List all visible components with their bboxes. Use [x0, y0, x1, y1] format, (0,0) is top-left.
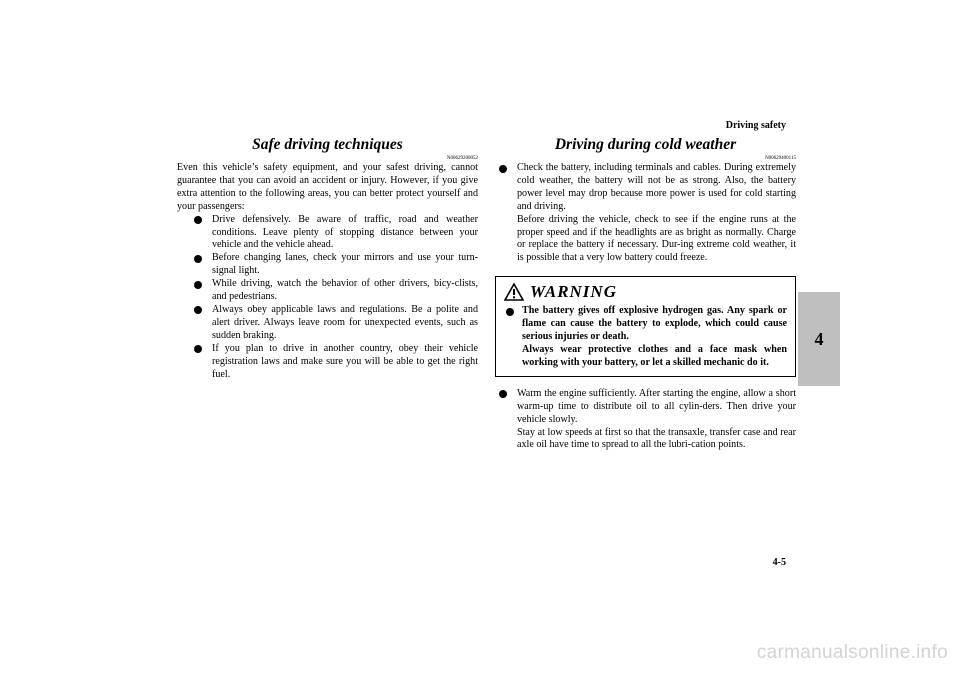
left-column: [177, 136, 478, 381]
section-code: N00629400115: [765, 156, 796, 161]
warning-text: Always wear protective clothes and a face mask when working with your battery, or let a skilled mechanic do it.: [522, 343, 787, 368]
page-number: 4-5: [772, 557, 786, 568]
list-item: [495, 162, 796, 265]
warning-triangle-icon: [504, 283, 524, 301]
right-column: [495, 136, 796, 452]
warning-title: WARNING: [530, 281, 617, 301]
list-item: [190, 214, 478, 253]
running-header: Driving safety: [725, 120, 786, 131]
bullet-icon: [499, 165, 507, 173]
intro-paragraph: Even this vehicle’s safety equipment, and your safest driving, cannot guarantee that you can avoid an accident or injury. However, if you give extra attention to the following areas, you can better protect yourself and your passengers:: [177, 162, 478, 212]
bullet-icon: [499, 390, 507, 398]
list-item-text: Check the battery, including terminals and cables. During extremely cold weather, the battery will not be as strong. Also, the battery power level may drop because more power is used for cold starting and driving.: [517, 162, 796, 212]
bullet-icon: [194, 345, 202, 353]
safe-driving-list: [177, 214, 478, 382]
bullet-icon: [194, 255, 202, 263]
list-item-text: Warm the engine sufficiently. After starting the engine, allow a short warm-up time to distribute oil to all cylin-ders. Then drive your vehicle slowly.: [517, 387, 796, 425]
warning-box: [495, 276, 796, 377]
chapter-tab: [798, 292, 840, 386]
list-item: [190, 304, 478, 343]
list-item-text: Always obey applicable laws and regulations. Be a polite and alert driver. Always leave room for unexpected events, such as sudden braking.: [212, 303, 478, 341]
warning-text: The battery gives off explosive hydrogen gas. Any spark or flame can cause the battery to explode, which could cause serious injuries or death.: [522, 305, 787, 343]
warning-header: [504, 283, 787, 301]
watermark: carmanualsonline.info: [756, 642, 948, 663]
list-item-text: Drive defensively. Be aware of traffic, road and weather conditions. Leave plenty of stopping distance between your vehicle and the vehicle ahead.: [212, 213, 478, 251]
list-item-text: Stay at low speeds at first so that the transaxle, transfer case and rear axle oil have time to spread to all the lubri-cation points.: [517, 426, 796, 451]
list-item: [190, 278, 478, 304]
section-title-safe-driving: Safe driving techniques: [252, 136, 403, 153]
chapter-tab-number: 4: [814, 328, 824, 349]
bullet-icon: [194, 281, 202, 289]
bullet-icon: [194, 216, 202, 224]
list-item-text: While driving, watch the behavior of other drivers, bicy-clists, and pedestrians.: [212, 278, 478, 303]
section-code: N00629200052: [446, 156, 478, 161]
warning-body: [504, 305, 787, 370]
list-item: [495, 388, 796, 453]
bullet-icon: [194, 306, 202, 314]
list-item-text: If you plan to drive in another country, obey their vehicle registration laws and make sure you will be able to get the right fuel.: [212, 342, 478, 380]
list-item: [504, 305, 787, 370]
section-title-cold-weather: Driving during cold weather: [554, 136, 737, 153]
list-item: [190, 343, 478, 382]
list-item-text: Before driving the vehicle, check to see if the engine runs at the proper speed and if the headlights are as bright as normally. Charge or replace the battery if necessary. Dur-ing extreme cold weather, it is possible that a very low battery could freeze.: [517, 213, 796, 264]
cold-weather-list-continued: [495, 388, 796, 453]
bullet-icon: [506, 308, 514, 316]
list-item-text: Before changing lanes, check your mirrors and use your turn-signal light.: [212, 252, 478, 277]
list-item: [190, 252, 478, 278]
cold-weather-list: [495, 162, 796, 265]
